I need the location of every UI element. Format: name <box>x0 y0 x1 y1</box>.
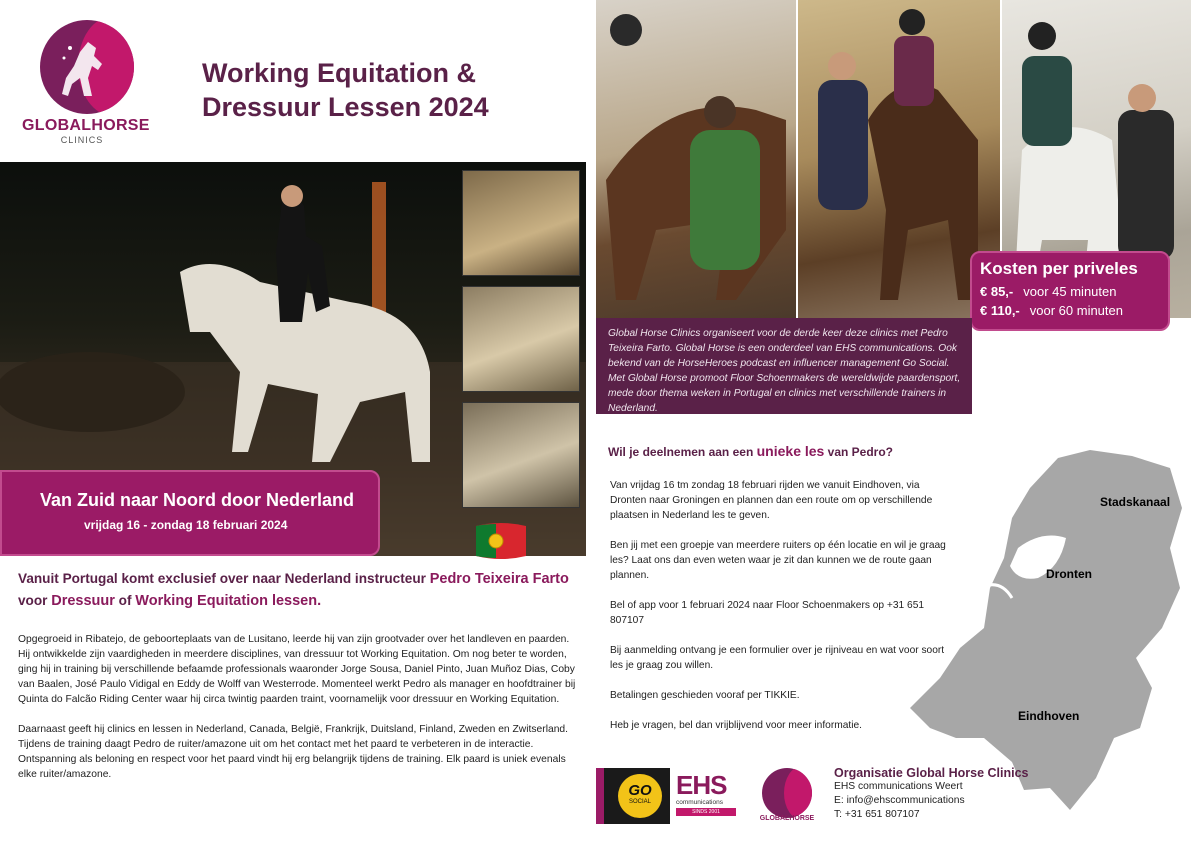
organisation-email: E: info@ehscommunications <box>834 795 965 806</box>
pricing-box <box>970 251 1170 331</box>
participation-paragraph-4: Bij aanmelding ontvang je een formulier over je rijniveau en wat voor soort les je graag zou willen. <box>610 645 945 671</box>
go-logo-sub: SOCIAL <box>628 799 651 805</box>
bio-paragraph-1: Opgegroeid in Ribatejo, de geboorteplaats van de Lusitano, leerde hij van zijn grootvader over het landleven en paarden. Hij ontwikkelde zijn vaardigheden in meerdere disciplines, van dressuur tot Working Equitation. Om nog beter te worden, ging hij in training bij verschillende befaamde professionals waaronder Jorge Sousa, Daniel Pinto, Juan Muñoz Dias, Coby van Baalen, José Paulo Vidigal en Eddy de Wolff van Westerrode. Momenteel werkt Pedro als manager en hoofdtrainer bij Quinta do Falcão Riding Center waar hij circa twintig paarden traint, voornamelijk voor dressuur en Working Equitation. <box>18 634 576 705</box>
ehs-logo <box>676 770 740 816</box>
logo-name: GLOBALHORSE <box>22 117 150 134</box>
tour-banner <box>0 470 380 556</box>
city-dronten: Dronten <box>1046 567 1092 581</box>
ehs-logo-since: SINDS 2001 <box>676 808 736 816</box>
question-highlight: unieke les <box>756 443 825 459</box>
horse-icon <box>58 38 114 100</box>
participation-paragraph-5: Betalingen geschieden vooraf per TIKKIE. <box>610 690 800 701</box>
ehs-logo-text: EHS <box>676 770 727 800</box>
participation-paragraph-1: Van vrijdag 16 tm zondag 18 februari rijden we vanuit Eindhoven, via Dronten naar Groningen en plannen dan een route om op verschillende plaatsen in Nederland les te geven. <box>610 480 933 521</box>
participation-paragraph-6: Heb je vragen, bel dan vrijblijvend voor meer informatie. <box>610 720 862 731</box>
intro-part-2: voor <box>18 593 52 608</box>
intro-heading <box>18 568 578 612</box>
pricing-row-45 <box>980 284 1116 299</box>
pricing-heading: Kosten per priveles <box>980 259 1138 278</box>
portugal-flag-icon <box>474 520 528 562</box>
organisation-company: EHS communications Weert <box>834 781 963 792</box>
about-text: Global Horse Clinics organiseert voor de derde keer deze clinics met Pedro Teixeira Farto. Global Horse is een onderdeel van EHS communications. Ook bekend van de HorseHeroes podcast en influencer management Go Social. Met Global Horse promoot Floor Schoenmakers de wereldwijde paardensport, mede door thema weken in Portugal en clinics met verschillende trainers in Nederland. <box>608 328 961 414</box>
participation-text <box>610 478 946 748</box>
intro-part-3: of <box>114 593 136 608</box>
go-social-logo <box>596 768 670 824</box>
price-45: € 85,- <box>980 284 1014 299</box>
duration-60: voor 60 minuten <box>1029 303 1123 318</box>
go-logo-text: GO <box>628 782 652 799</box>
banner-dates: vrijdag 16 - zondag 18 februari 2024 <box>84 518 288 532</box>
title-line-2: Dressuur Lessen 2024 <box>202 92 489 122</box>
participation-paragraph-3: Bel of app voor 1 februari 2024 naar Floor Schoenmakers op +31 651 807107 <box>610 600 925 626</box>
question-heading <box>608 443 893 459</box>
question-pre: Wil je deelnemen aan een <box>608 445 757 459</box>
logo-wordmark <box>22 117 150 145</box>
bio-text <box>18 632 578 797</box>
city-eindhoven: Eindhoven <box>1018 709 1080 723</box>
city-stadskanaal: Stadskanaal <box>1100 495 1171 509</box>
duration-45: voor 45 minuten <box>1023 284 1117 299</box>
thumbnail-photo-3 <box>462 402 580 508</box>
title-line-1: Working Equitation & <box>202 58 476 88</box>
about-box <box>596 318 972 414</box>
discipline-2: Working Equitation lessen. <box>135 593 322 609</box>
thumbnail-photo-2 <box>462 286 580 392</box>
intro-part-1: Vanuit Portugal komt exclusief over naar Nederland instructeur <box>18 571 430 586</box>
organisation-phone: T: +31 651 807107 <box>834 809 920 820</box>
price-60: € 110,- <box>980 303 1020 318</box>
page-title <box>202 56 489 124</box>
thumbnail-photo-1 <box>462 170 580 276</box>
instructor-name: Pedro Teixeira Farto <box>429 571 569 587</box>
bio-paragraph-2: Daarnaast geeft hij clinics en lessen in Nederland, Canada, België, Frankrijk, Duitsland, Finland, Zweden en Zwitserland. Tijdens de training daagt Pedro de ruiter/amazone uit om het contact met het paard te verbeteren in de interactie. Ontspanning als beloning en respect voor het paard vindt hij erg belangrijk tijdens de training. Elk paard is uniek evenals elke ruiter/amazone. <box>18 724 569 780</box>
logo-emblem <box>40 20 134 114</box>
pricing-row-60 <box>980 303 1123 318</box>
organisation-heading: Organisatie Global Horse Clinics <box>834 766 1029 780</box>
globalhorse-small-wordmark: GLOBALHORSE <box>759 815 815 822</box>
discipline-1: Dressuur <box>51 593 115 609</box>
organisation-contact <box>834 766 1029 822</box>
question-post: van Pedro? <box>824 445 894 459</box>
banner-title: Van Zuid naar Noord door Nederland <box>40 490 355 510</box>
logo-sub: CLINICS <box>60 135 104 145</box>
lesson-photo-1 <box>596 0 796 318</box>
globalhorse-small-logo <box>762 768 812 818</box>
participation-paragraph-2: Ben jij met een groepje van meerdere ruiters op één locatie en wil je graag les? Laat ons dan even weten waar je zit dan kunnen we de route gaan plannen. <box>610 540 946 581</box>
ehs-logo-sub: communications <box>676 799 723 806</box>
